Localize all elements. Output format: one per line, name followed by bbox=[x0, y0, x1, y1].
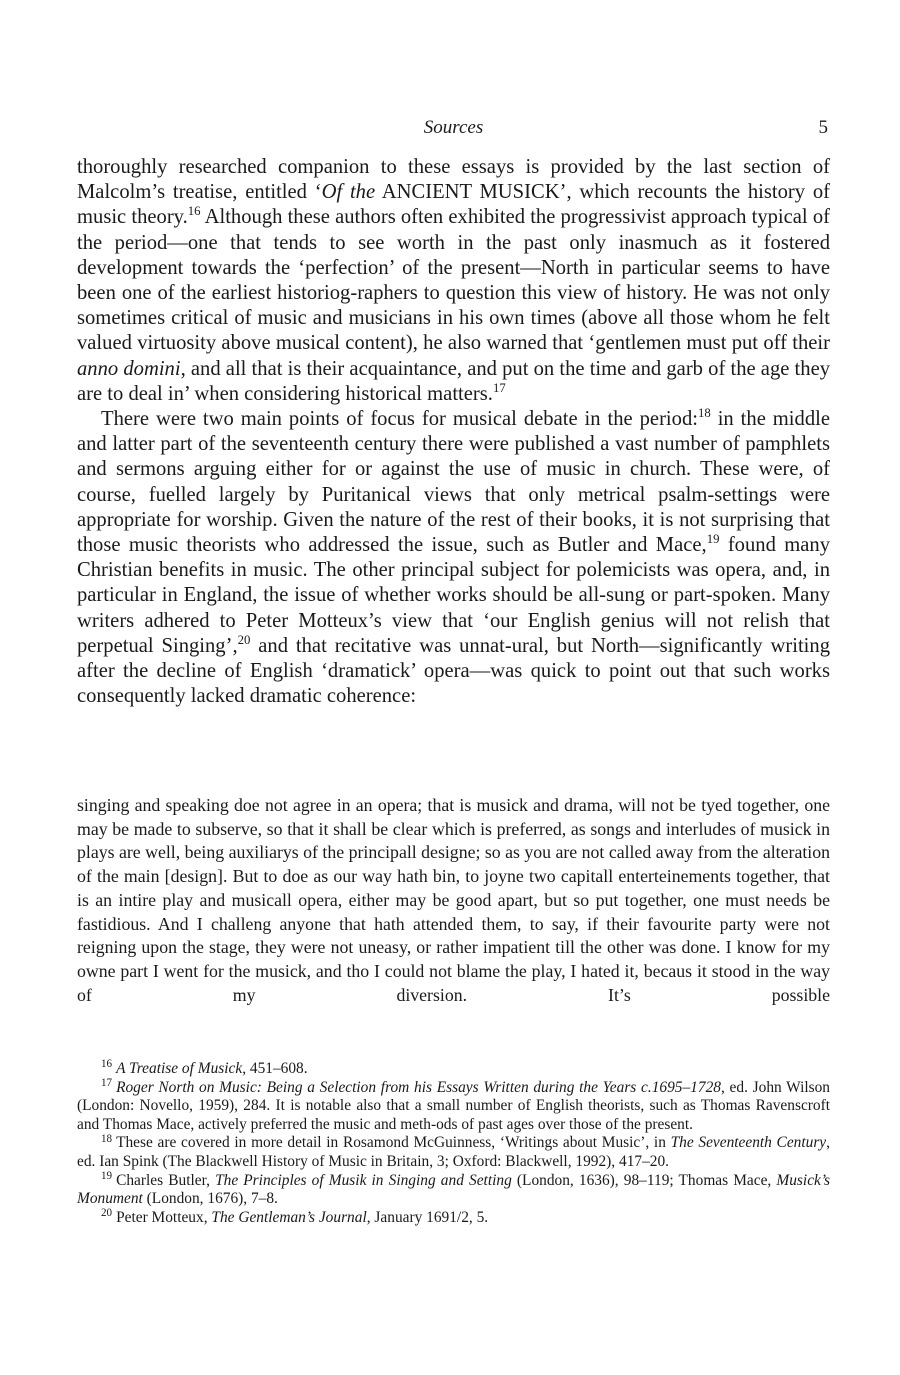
text-run: thoroughly researched companion to these essays is provided by the last section of Malcolm’s treatise, entitled ‘ bbox=[77, 156, 830, 204]
text-run: Peter Motteux, bbox=[116, 1208, 212, 1226]
italic-run: Musick’s Monument bbox=[77, 1171, 830, 1208]
footnote-ref-18[interactable]: 18 bbox=[697, 406, 711, 421]
running-title: Sources bbox=[423, 117, 484, 138]
text-run: in the middle and latter part of the seventeenth century there were published a vast number of pamphlets and sermons arguing either for or against the use of music in church. These were, of course, fuelled largely by Puritanical views that only metrical psalm-settings were appropriate for worship. Given the nature of the rest of their books, it is not surprising that those music theorists who addressed the issue, such as Butler and Mace, bbox=[77, 408, 830, 557]
footnote-number: 16 bbox=[101, 1058, 113, 1071]
footnotes bbox=[77, 1060, 830, 1227]
text-run: ANCIENT MUSICK’, which recounts the history of music theory. bbox=[77, 181, 830, 229]
footnote-19 bbox=[77, 1172, 830, 1209]
italic-run: anno domini bbox=[77, 357, 181, 380]
text-run: Although these authors often exhibited the progressivist approach typical of the period—one that tends to see worth in the past only inasmuch as it fostered development towards the ‘perfection’ of the present—North in particular seems to have been one of the earliest historiog-raphers to question this view of history. He was not only sometimes critical of music and musicians in his own times (above all those whom he felt valued virtuosity above musical content), he also warned that ‘gentlemen must put off their bbox=[77, 206, 830, 355]
body-text bbox=[77, 155, 830, 709]
text-run: , and all that is their acquaintance, and put on the time and garb of the age they are to deal in’ when considering historical matters. bbox=[77, 357, 831, 405]
text-run: , January 1691/2, 5. bbox=[366, 1208, 489, 1226]
text-run: Charles Butler, bbox=[116, 1171, 216, 1189]
footnote-ref-16[interactable]: 16 bbox=[187, 204, 201, 219]
footnote-number: 20 bbox=[101, 1207, 113, 1220]
text-run: There were two main points of focus for musical debate in the period: bbox=[101, 408, 698, 431]
text-run: (London, 1676), 7–8. bbox=[142, 1190, 278, 1208]
footnote-16 bbox=[77, 1060, 830, 1079]
italic-run: Of the bbox=[321, 181, 376, 204]
italic-run: Roger North on Music: Being a Selection from his Essays Written during the Years c.1695–1728 bbox=[116, 1078, 721, 1096]
text-run: , ed. John Wilson (London: Novello, 1959), 284. It is notable also that a small number of English theorists, such as Thomas Ravenscroft and Thomas Mace, actively preferred the music and meth-ods of past ages over those of the present. bbox=[77, 1078, 830, 1133]
footnote-number: 19 bbox=[101, 1170, 113, 1183]
paragraph-2 bbox=[77, 407, 830, 709]
page-number: 5 bbox=[818, 117, 828, 138]
footnote-ref-17[interactable]: 17 bbox=[492, 380, 506, 395]
footnote-17 bbox=[77, 1079, 830, 1135]
text-run: , 451–608. bbox=[242, 1060, 308, 1077]
italic-run: The Principles of Musik in Singing and Setting bbox=[215, 1171, 512, 1189]
text-run: and that recitative was unnat-ural, but North—significantly writing after the decline of English ‘dramatick’ opera—was quick to point out that such works consequently lacked dramatic coherence: bbox=[77, 634, 830, 708]
italic-run: A Treatise of Musick bbox=[116, 1060, 243, 1077]
footnote-number: 17 bbox=[101, 1077, 113, 1090]
text-run: found many Christian benefits in music. The other principal subject for polemicists was opera, and, in particular in England, the issue of whether works should be all-sung or part-spoken. Many writers adhered to Peter Motteux’s view that ‘our English genius will not relish that perpetual Singing’, bbox=[77, 534, 830, 657]
running-head bbox=[77, 117, 830, 143]
text-run: These are covered in more detail in Rosamond McGuinness, ‘Writings about Music’, in bbox=[116, 1134, 671, 1152]
italic-run: The Seventeenth Century bbox=[670, 1134, 827, 1152]
text-run: , ed. Ian Spink (The Blackwell History of Music in Britain, 3; Oxford: Blackwell, 1992), 417–20. bbox=[77, 1134, 831, 1170]
footnote-ref-19[interactable]: 19 bbox=[706, 532, 720, 547]
block-quote: singing and speaking doe not agree in an opera; that is musick and drama, will not be tyed together, one may be made to subserve, so that it shall be clear which is preferred, as songs and interludes of musick in plays are well, being auxiliarys of the principall designe; so as you are not called away from the alteration of the main [design]. But to doe as our way hath bin, to joyne two capitall enterteinements together, that is an intire play and musicall opera, either may be good apart, but so put together, one must needs be fastidious. And I challeng anyone that hath attended them, to say, if their favourite party were not reigning upon the stage, they were not uneasy, or rather impatient till the other was done. I know for my owne part I went for the musick, and tho I could not blame the play, I hated it, becaus it stood in the way of my diversion. It’s possible bbox=[77, 795, 830, 1005]
italic-run: The Gentleman’s Journal bbox=[211, 1208, 367, 1226]
paragraph-1 bbox=[77, 155, 830, 407]
footnote-ref-20[interactable]: 20 bbox=[237, 632, 251, 647]
text-run: (London, 1636), 98–119; Thomas Mace, bbox=[511, 1171, 777, 1189]
footnote-18 bbox=[77, 1134, 830, 1171]
footnote-number: 18 bbox=[101, 1132, 113, 1145]
footnote-20 bbox=[77, 1209, 830, 1228]
